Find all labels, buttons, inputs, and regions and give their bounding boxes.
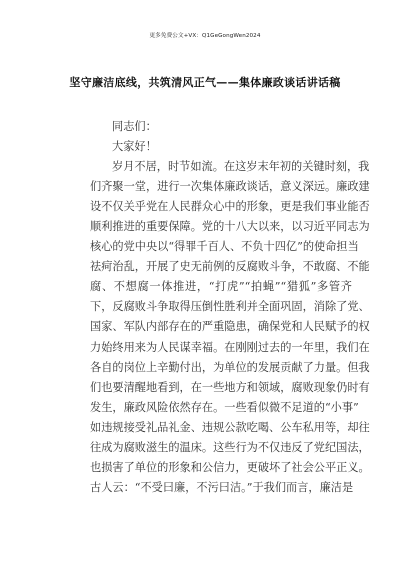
paragraph-line: 岁月不居，时节如流。在这岁末年初的关键时刻，我	[112, 160, 370, 174]
paragraph-line: 国家、军队内部存在的严重隐患，确保党和人民赋予的权	[90, 320, 370, 334]
paragraph-line: 祛疴治乱，开展了史无前例的反腐败斗争，不敢腐、不能	[90, 260, 370, 274]
paragraph-line: 力始终用来为人民谋幸福。在刚刚过去的一年里，我们在	[90, 340, 370, 354]
paragraph-line: 发生，廉政风险依然存在。一些看似微不足道的“小事”	[90, 400, 359, 414]
body-paragraph	[90, 157, 370, 498]
paragraph-line: 也损害了单位的形象和公信力，更破坏了社会公平正义。	[90, 460, 370, 474]
paragraph-line: 各自的岗位上辛勤付出，为单位的发展贡献了力量。但我	[90, 360, 370, 374]
paragraph-line: 下，反腐败斗争取得压倒性胜利并全面巩固，消除了党、	[90, 300, 370, 314]
paragraph-line: 如违规接受礼品礼金、违规公款吃喝、公车私用等，却往	[90, 420, 370, 434]
paragraph-line: 们也要清醒地看到，在一些地方和领域，腐败现象仍时有	[90, 380, 370, 394]
paragraph-line: 腐、不想腐一体推进，“打虎”“拍蝇”“猎狐”多管齐	[90, 280, 352, 294]
paragraph-line: 往成为腐败滋生的温床。这些行为不仅违反了党纪国法，	[90, 440, 370, 454]
paragraph-line: 顺利推进的重要保障。党的十八大以来，以习近平同志为	[90, 220, 370, 234]
header-note: 更多免费公文+VX：Q1GeGongWen2024	[149, 33, 261, 39]
document-body	[90, 117, 370, 498]
document-title: 坚守廉洁底线，共筑清风正气——集体廉政谈话讲话稿	[69, 76, 341, 89]
paragraph-line: 设不仅关乎党在人民群众心中的形象，更是我们事业能否	[90, 200, 370, 214]
paragraph-line: 核心的党中央以“得罪千百人、不负十四亿”的使命担当	[90, 240, 359, 254]
paragraph-line: 古人云：“不受曰廉，不污曰洁。”于我们而言，廉洁是	[90, 480, 354, 494]
paragraph-line: 们齐聚一堂，进行一次集体廉政谈话，意义深远。廉政建	[90, 180, 370, 194]
salutation: 同志们：	[112, 120, 157, 133]
greeting: 大家好！	[112, 140, 157, 154]
